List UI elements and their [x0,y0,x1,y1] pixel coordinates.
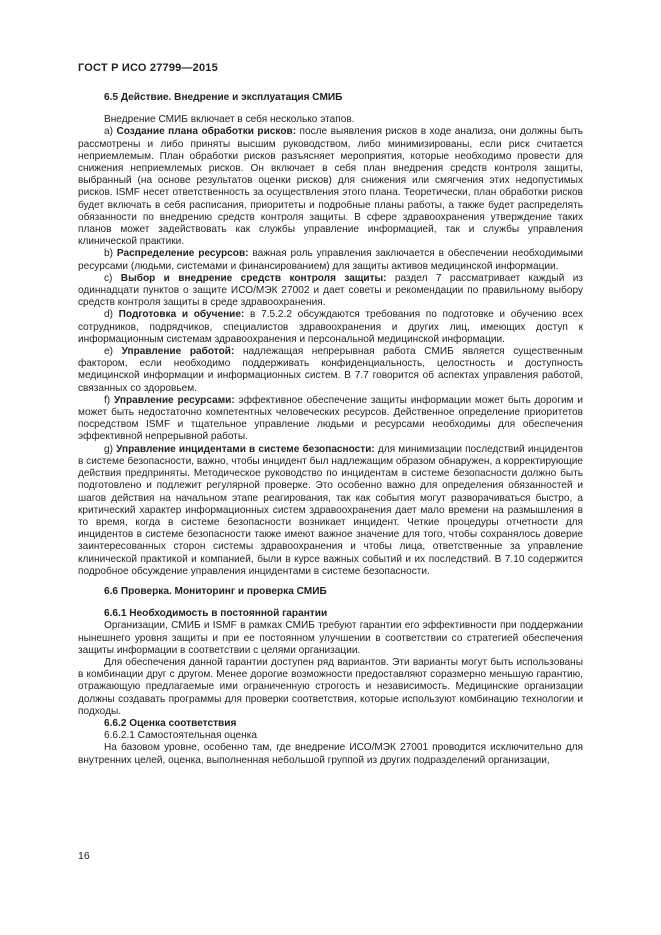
document-body [78,92,583,767]
page-number: 16 [78,850,90,862]
section-intro: Внедрение СМИБ включает в себя несколько этапов. [104,114,355,126]
list-item-b: b) Распределение ресурсов: важная роль управления заключается в обеспечении необходимыми ресурсами (людьми, системами и финансированием) для защиты активов медицинской информации. [78,248,583,272]
list-item-f: f) Управление ресурсами: эффективное обеспечение защиты информации может быть дорогим и может быть недостаточно компетентных человеческих ресурсов. Действенное определение приоритетов посредством ISMF и тщательное управление людьми и ресурсами необходимы для обеспечения эффективной непрерывной работы. [78,394,583,443]
section-heading-6-6: 6.6 Проверка. Мониторинг и проверка СМИБ [104,585,327,597]
paragraph: Для обеспечения данной гарантии доступен ряд вариантов. Эти варианты могут быть использованы в комбинации друг с другом. Менее дорогие возможности предоставляют соразмерно меньшую гарантию, отражающую предлагаемые ими ограниченную строгость и независимость. Медицинские организации должны создавать программы для проверки соответствия, которые используют комбинацию технологии и подходы. [78,656,583,717]
list-item-e: e) Управление работой: надлежащая непрерывная работа СМИБ является существенным фактором, если необходимо поддерживать конфиденциальность, целостность и доступность медицинской информации и информационных систем. В 7.7 говорится об аспектах управления работой, связанных со здоровьем. [78,346,583,394]
subsection-heading-6-6-2: 6.6.2 Оценка соответствия [104,717,237,729]
paragraph: Организации, СМИБ и ISMF в рамках СМИБ требуют гарантии его эффективности при поддержании нынешнего уровня защиты и при ее постоянном улучшении в соответствии со стратегией обеспечения защиты информации в соответствии с целями организации. [78,620,583,656]
subsection-heading-6-6-1: 6.6.1 Необходимость в постоянной гарантии [104,608,328,620]
list-item-c: c) Выбор и внедрение средств контроля защиты: раздел 7 рассматривает каждый из одиннадцати пунктов о защите ИСО/МЭК 27002 и дает советы и рекомендации по правильному выбору средств контроля защиты в среде здравоохранения. [78,272,583,309]
section-heading-6-5: 6.5 Действие. Внедрение и эксплуатация СМИБ [104,92,343,103]
list-item-a: a) Создание плана обработки рисков: после выявления рисков в ходе анализа, они должны быть рассмотрены и либо приняты высшим руководством, либо минимизированы, если риск считается неприемлемым. План обработки рисков разъясняет мероприятия, которые необходимо провести для снижения неприемлемых рисков. Он включает в себя план внедрения средств контроля защиты, выбранный (на основе результатов оценки рисков) для снижения или смягчения этих недопустимых рисков. ISMF несет ответственность за осуществления этого плана. Теоретически, план обработки рисков будет включать в себя расписания, приоритеты и подробные планы работы, а также будет распределять обязанности по внедрению средств контроля защиты. В сфере здравоохранения утверждение таких планов может задействовать как службы управление информацией, так и службы управления клинической практики. [78,126,584,248]
paragraph: На базовом уровне, особенно там, где внедрение ИСО/МЭК 27001 проводится исключительно для внутренних целей, оценка, выполненная небольшой группой из других подразделений организации, [78,742,583,766]
list-item-d: d) Подготовка и обучение: в 7.5.2.2 обсуждаются требования по подготовке и обучению всех сотрудников, подрядчиков, специалистов здравоохранения и других лиц, имеющих доступ к информационным системам здравоохранения и персональной медицинской информации. [78,309,584,345]
subsection-heading-6-6-2-1: 6.6.2.1 Самостоятельная оценка [104,730,257,742]
list-item-g: g) Управление инцидентами в системе безопасности: для минимизации последствий инцидентов в системе безопасности, важно, чтобы инцидент был надлежащим образом обнаружен, а корректирующие действия предприняты. Методическое руководство по инцидентам в системе безопасности должно быть подготовлено и подлежит регулярной проверке. Это особенно важно для определения обязанностей и шагов действия на начальном этапе реагирования, так как события могут разворачиваться быстро, а критический характер информационных систем здравоохранения дает мало времени на размышления в то время, когда в системе безопасности возникает инцидент. Четкие процедуры отчетности для инцидентов в системе безопасности также имеют важное значение для того, чтобы сохранялось доверие заинтересованных сторон системы здравоохранения и чтобы лица, ответственные за управление клинической практикой и компанией, были в курсе важных событий и их последствий. В 7.10 содержится подробное обсуждение управления инцидентами в системе безопасности. [78,443,584,577]
document-header: ГОСТ Р ИСО 27799—2015 [78,62,218,74]
